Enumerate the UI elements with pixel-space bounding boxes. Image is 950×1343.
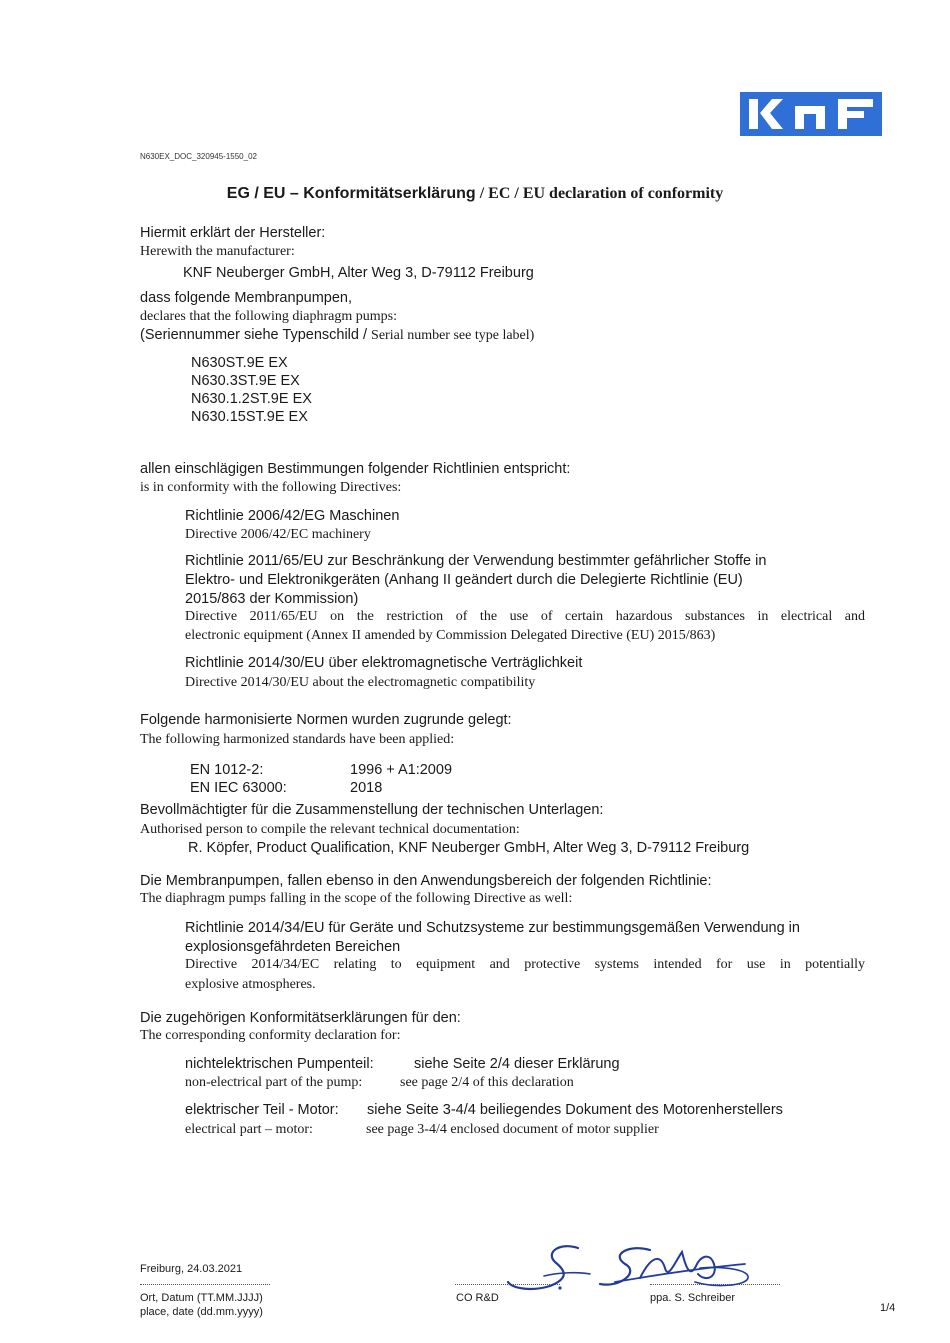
serial-note (140, 327, 534, 344)
title-en: EC / EU declaration of conformity (488, 185, 724, 202)
declares-de: dass folgende Membranpumpen, (140, 290, 352, 306)
place-date-line (140, 1284, 270, 1285)
directive-de: Richtlinie 2011/65/EU zur Beschränkung der Verwendung bestimmter gefährlicher Stoffe in (185, 553, 767, 569)
nonelectrical-value-de: siehe Seite 2/4 dieser Erklärung (414, 1056, 620, 1072)
title-de: EG / EU – Konformitätserklärung (226, 185, 476, 202)
authorised-person: R. Köpfer, Product Qualification, KNF Neuberger GmbH, Alter Weg 3, D-79112 Freiburg (188, 840, 750, 856)
serial-note-de: (Seriennummer siehe Typenschild / (140, 327, 372, 343)
title-separator: / (475, 185, 489, 202)
standard-name: EN IEC 63000: (190, 780, 287, 796)
manufacturer-intro-en: Herewith the manufacturer: (140, 244, 295, 259)
corresponding-de: Die zugehörigen Konformitätserklärungen für den: (140, 1010, 461, 1026)
scope-directive-en: Directive 2014/34/EC relating to equipment and protective systems intended for use in potentially (185, 957, 865, 972)
declares-en: declares that the following diaphragm pumps: (140, 309, 397, 324)
place-date-label-en: place, date (dd.mm.yyyy) (140, 1306, 263, 1318)
directive-en: Directive 2006/42/EC machinery (185, 527, 371, 542)
pump-model: N630.1.2ST.9E EX (191, 391, 312, 407)
conformity-de: allen einschlägigen Bestimmungen folgender Richtlinien entspricht: (140, 461, 571, 477)
directive-de: Richtlinie 2006/42/EG Maschinen (185, 508, 400, 524)
authorised-de: Bevollmächtigter für die Zusammenstellung der technischen Unterlagen: (140, 802, 604, 818)
directive-de: Richtlinie 2014/30/EU über elektromagnetische Verträglichkeit (185, 655, 583, 671)
nonelectrical-label-de: nichtelektrischen Pumpenteil: (185, 1056, 374, 1072)
directive-en: Directive 2014/30/EU about the electromagnetic compatibility (185, 675, 536, 690)
electrical-label-de: elektrischer Teil - Motor: (185, 1102, 339, 1118)
scope-en: The diaphragm pumps falling in the scope of the following Directive as well: (140, 891, 573, 906)
standard-name: EN 1012-2: (190, 762, 264, 778)
nonelectrical-label-en: non-electrical part of the pump: (185, 1075, 363, 1090)
pump-model: N630ST.9E EX (191, 355, 288, 371)
page-title (0, 185, 950, 203)
standards-en: The following harmonized standards have been applied: (140, 732, 455, 747)
manufacturer-name: KNF Neuberger GmbH, Alter Weg 3, D-79112 Freiburg (183, 265, 534, 281)
serial-note-en: Serial number see type label) (371, 328, 535, 343)
manufacturer-intro-de: Hiermit erklärt der Hersteller: (140, 225, 326, 241)
electrical-label-en: electrical part – motor: (185, 1122, 313, 1137)
directive-en: electronic equipment (Annex II amended by Commission Delegated Directive (EU) 2015/863) (185, 628, 716, 643)
standard-value: 1996 + A1:2009 (350, 762, 453, 778)
conformity-en: is in conformity with the following Directives: (140, 480, 402, 495)
scope-de: Die Membranpumpen, fallen ebenso in den Anwendungsbereich der folgenden Richtlinie: (140, 873, 712, 889)
place-date-label-de: Ort, Datum (TT.MM.JJJJ) (140, 1292, 263, 1304)
signature-label-co: CO R&D (456, 1292, 499, 1304)
corresponding-en: The corresponding conformity declaration for: (140, 1028, 401, 1043)
directive-de: Elektro- und Elektronikgeräten (Anhang II geändert durch die Delegierte Richtlinie (EU) (185, 572, 743, 588)
scope-directive-de: explosionsgefährdeten Bereichen (185, 939, 401, 955)
document-id: N630EX_DOC_320945-1550_02 (140, 152, 257, 161)
scope-directive-en: explosive atmospheres. (185, 977, 316, 992)
pump-model: N630.3ST.9E EX (191, 373, 300, 389)
page-number: 1/4 (880, 1302, 896, 1314)
place-date: Freiburg, 24.03.2021 (140, 1263, 243, 1275)
electrical-value-en: see page 3-4/4 enclosed document of motor supplier (366, 1122, 659, 1137)
knf-logo (740, 92, 882, 136)
standards-de: Folgende harmonisierte Normen wurden zugrunde gelegt: (140, 712, 512, 728)
authorised-en: Authorised person to compile the relevant technical documentation: (140, 822, 520, 837)
nonelectrical-value-en: see page 2/4 of this declaration (400, 1075, 574, 1090)
electrical-value-de: siehe Seite 3-4/4 beiliegendes Dokument des Motorenherstellers (367, 1102, 783, 1118)
scope-directive-de: Richtlinie 2014/34/EU für Geräte und Schutzsysteme zur bestimmungsgemäßen Verwendung in (185, 920, 800, 936)
directive-en: Directive 2011/65/EU on the restriction of the use of certain hazardous substances in electrical and (185, 609, 865, 624)
directive-de: 2015/863 der Kommission) (185, 591, 359, 607)
signature-label-ppa: ppa. S. Schreiber (650, 1292, 735, 1304)
handwritten-signatures (500, 1238, 790, 1298)
pump-model: N630.15ST.9E EX (191, 409, 308, 425)
standard-value: 2018 (350, 780, 383, 796)
